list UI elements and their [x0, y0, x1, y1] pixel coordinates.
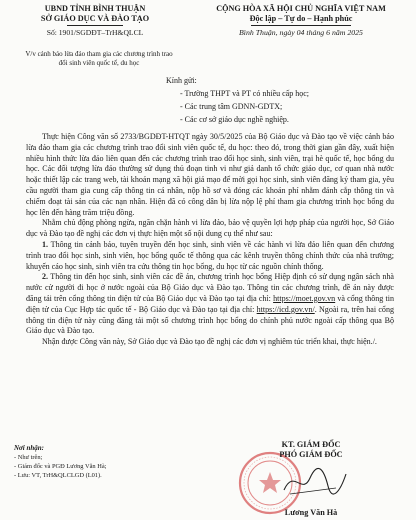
item-number: 2.	[42, 272, 49, 282]
agency-parent: UBND TỈNH BÌNH THUẬN	[44, 4, 146, 13]
motto-underline	[251, 25, 351, 26]
document-number: Số: 1901/SGDĐT–TrH&QLCL	[46, 28, 144, 37]
nation-title: CỘNG HÒA XÃ HỘI CHỦ NGHĨA VIỆT NAM	[216, 4, 386, 13]
recipients-block	[156, 74, 396, 126]
item-text: . Ngoài ra, trên hai cổng thông tin điện tử này cũng đăng tải một số chương trình học bổng do chính phủ nước ngoài cấp thông qua Bộ Giáo dục và Đào tạo.	[26, 304, 395, 336]
body-paragraph-4	[26, 272, 394, 337]
recipient-item: - Trường THPT và PT có nhiều cấp học;	[180, 89, 310, 98]
icd-link[interactable]: https://icd.gov.vn/	[256, 304, 315, 314]
national-motto-block	[194, 4, 408, 38]
recipients-label: Kính gửi:	[166, 76, 197, 85]
recipient-item: - Các cơ sở giáo dục nghề nghiệp.	[180, 115, 289, 124]
agency-underline	[67, 25, 123, 26]
body-paragraph-3	[26, 240, 394, 272]
body-paragraph-5: Nhận được Công văn này, Sở Giáo dục và Đào tạo đề nghị các đơn vị nghiêm túc triển khai, thực hiện./.	[42, 337, 377, 347]
document-subject: V/v cảnh báo lừa đảo tham gia các chương trình trao đổi sinh viên quốc tế, du học	[25, 50, 173, 67]
body-paragraph-2: Nhằm chủ động phòng ngừa, ngăn chặn hành vi lừa đảo, bảo vệ quyền lợi hợp pháp của người học, Sở Giáo dục và Đào tạo đề nghị các đơn vị thực hiện một số nội dung cụ thể như sau:	[26, 218, 394, 239]
signer-title: PHÓ GIÁM ĐỐC	[279, 450, 343, 459]
body-paragraph-1: Thực hiện Công văn số 2733/BGDĐT-HTQT ngày 30/5/2025 của Bộ Giáo dục và Đào tạo về việc cảnh báo lừa đảo tham gia các chương trình trao đổi sinh viên quốc tế, du học: theo đó, trong thời gian gần đây, xuất hiện nhiều hình thức lừa đảo liên quan đến các chương trình trao đổi học sinh, sinh viên, trại hè quốc tế, học bổng du học. Các đối tượng lừa đảo thường sử dụng thủ đoạn tinh vi như giả danh tổ chức giáo dục, cơ quan nhà nước hoặc thiết lập các trang web, tài khoản mạng xã hội giả mạo để mời gọi học sinh, sinh viên đăng ký tham gia, yêu cầu người tham gia cung cấp thông tin cá nhân, nộp hồ sơ và đóng các khoản phí nhằm đánh cắp thông tin và chiếm đoạt tài sản của các nạn nhân. Hiện đã có công dân bị lừa nộp lệ phí tham gia chương trình học bổng du học lên đến hàng trăm triệu đồng.	[26, 132, 394, 217]
distribution-label: Nơi nhận:	[14, 444, 45, 452]
distribution-list	[14, 444, 164, 480]
item-text: Thông tin đến học sinh, sinh viên các đề án, chương trình học bổng Hiệp định có sử dụng ngân sách nhà nước cử người đi học ở nước ngoài của Bộ Giáo dục và Đào tạo. Thông tin các chương trình, đề án này được đăng tải trên cổng thông tin điện tử của Bộ Giáo dục và Đào tạo tại địa chỉ:	[26, 272, 394, 303]
agency-name: SỞ GIÁO DỤC VÀ ĐÀO TẠO	[40, 14, 150, 23]
distribution-item: - Giám đốc và PGĐ Lương Văn Hà;	[14, 463, 107, 470]
item-text: và cổng thông tin điện tử của Cục Hợp tác quốc tế - Bộ Giáo dục và Đào tạo tại địa chỉ:	[26, 293, 395, 314]
issuing-agency-block	[10, 4, 180, 38]
signature-block	[236, 440, 386, 517]
distribution-item: - Lưu: VT, TrH&QLCLGD (L01).	[14, 472, 102, 479]
document-date: Bình Thuận, ngày 04 tháng 6 năm 2025	[239, 28, 363, 37]
document-body	[26, 132, 394, 348]
item-number: 1.	[42, 239, 49, 249]
distribution-item: - Như trên;	[14, 454, 43, 461]
nation-motto: Độc lập – Tự do – Hạnh phúc	[249, 14, 353, 23]
recipient-item: - Các trung tâm GDNN-GDTX;	[180, 102, 283, 111]
signer-authority: KT. GIÁM ĐỐC	[281, 440, 341, 449]
item-text: Thông tin cảnh báo, tuyên truyền đến học sinh, sinh viên về các hành vi lừa đảo liên quan đến chương trình trao đổi học sinh, sinh viên, học bổng quốc tế thông qua các kênh truyền thông chính thức của nhà trường; khuyến cáo học sinh, sinh viên tra cứu thông tin học bổng, du học từ các nguồn chính thống.	[26, 239, 394, 271]
signer-name: Lương Văn Hà	[284, 508, 338, 517]
moet-link[interactable]: https://moet.gov.vn	[273, 293, 336, 303]
